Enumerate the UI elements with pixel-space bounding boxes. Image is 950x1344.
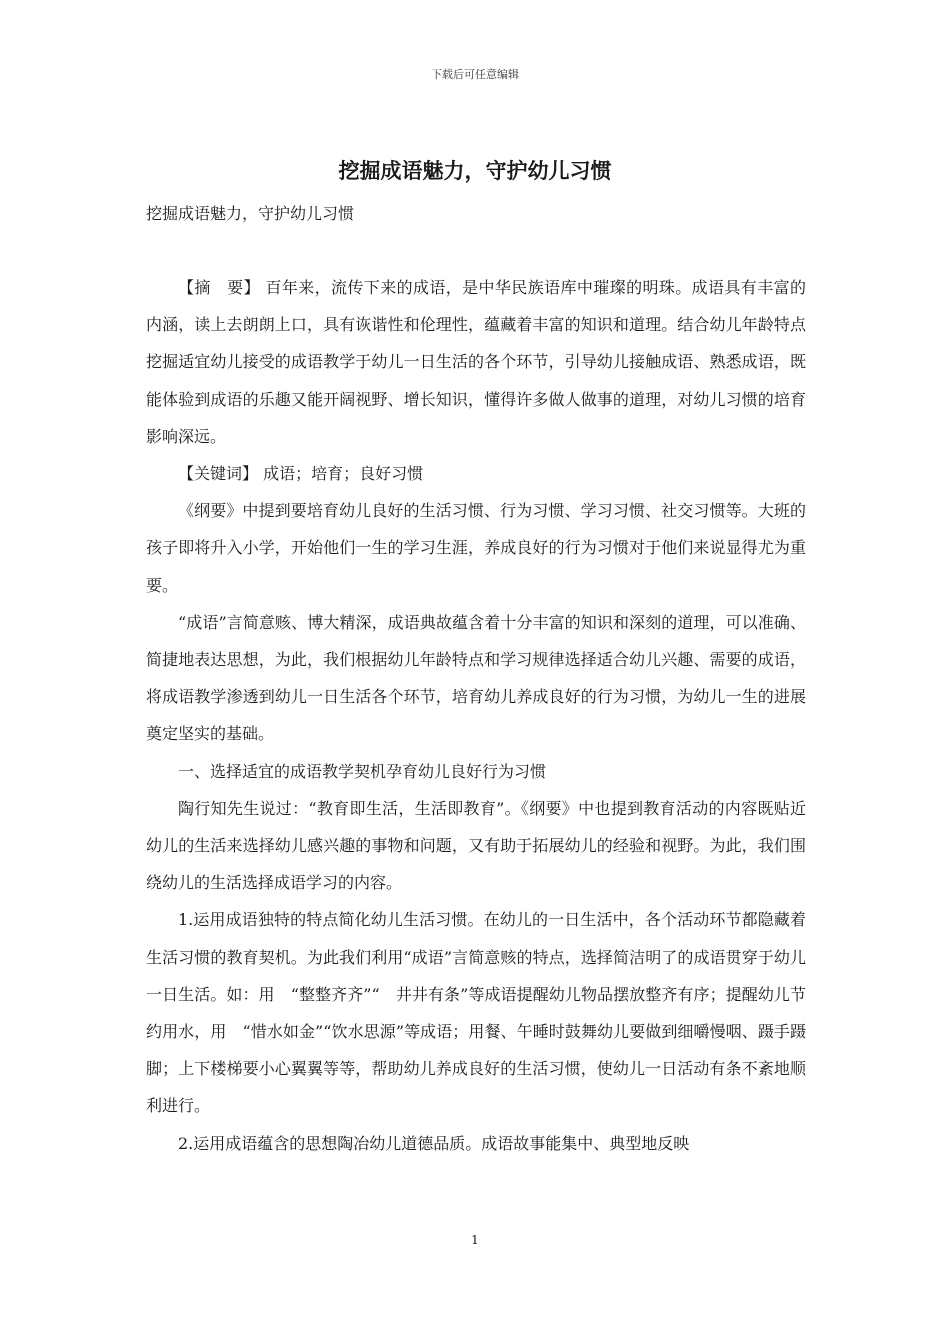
keywords-text: 成语；培育；良好习惯 (258, 464, 424, 484)
abstract-paragraph (146, 269, 806, 455)
document-body (146, 269, 806, 1162)
document-title: 挖掘成语魅力，守护幼儿习惯 (338, 158, 612, 183)
section-heading: 一、选择适宜的成语教学契机孕育幼儿良好行为习惯 (178, 761, 547, 781)
body-paragraph: “成语”言简意赅、博大精深，成语典故蕴含着十分丰富的知识和深刻的道理，可以准确、简捷地表达思想，为此，我们根据幼儿年龄特点和学习规律选择适合幼儿兴趣、需要的成语，将成语教学渗透到幼儿一日生活各个环节，培育幼儿养成良好的行为习惯，为幼儿一生的进展奠定坚实的基础。 (146, 612, 806, 744)
keywords-paragraph (146, 455, 806, 492)
abstract-label: 【摘 要】 (178, 278, 260, 297)
body-paragraph: 陶行知先生说过：“教育即生活，生活即教育”。《纲要》中也提到教育活动的内容既贴近幼儿的生活来选择幼儿感兴趣的事物和问题，又有助于拓展幼儿的经验和视野。为此，我们围绕幼儿的生活选择成语学习的内容。 (146, 798, 806, 893)
keywords-label: 【关键词】 (178, 464, 259, 484)
body-paragraph: 2.运用成语蕴含的思想陶冶幼儿道德品质。成语故事能集中、典型地反映 (178, 1133, 690, 1153)
body-paragraph: 1.运用成语独特的特点简化幼儿生活习惯。在幼儿的一日生活中，各个活动环节都隐藏着生活习惯的教育契机。为此我们利用“成语”言简意赅的特点，选择简洁明了的成语贯穿于幼儿一日生活。如：用 “整整齐齐”“ 井井有条”等成语提醒幼儿物品摆放整齐有序；提醒幼儿节约用水，用 “惜水如金”“饮水思源”等成语；用餐、午睡时鼓舞幼儿要做到细嚼慢咽、蹑手蹑脚；上下楼梯要小心翼翼等等，帮助幼儿养成良好的生活习惯，使幼儿一日活动有条不紊地顺利进行。 (146, 910, 806, 1116)
header-note: 下载后可任意编辑 (431, 68, 519, 81)
document-subtitle: 挖掘成语魅力，守护幼儿习惯 (146, 204, 355, 223)
abstract-text: 百年来，流传下来的成语，是中华民族语库中璀璨的明珠。成语具有丰富的内涵，读上去朗朗上口，具有诙谐性和伦理性，蕴藏着丰富的知识和道理。结合幼儿年龄特点挖掘适宜幼儿接受的成语教学于幼儿一日生活的各个环节，引导幼儿接触成语、熟悉成语，既能体验到成语的乐趣又能开阔视野、增长知识，懂得许多做人做事的道理，对幼儿习惯的培育影响深远。 (146, 278, 806, 446)
body-paragraph: 《纲要》中提到要培育幼儿良好的生活习惯、行为习惯、学习习惯、社交习惯等。大班的孩子即将升入小学，开始他们一生的学习生涯，养成良好的行为习惯对于他们来说显得尤为重要。 (146, 501, 806, 595)
page-number: 1 (471, 1233, 479, 1247)
